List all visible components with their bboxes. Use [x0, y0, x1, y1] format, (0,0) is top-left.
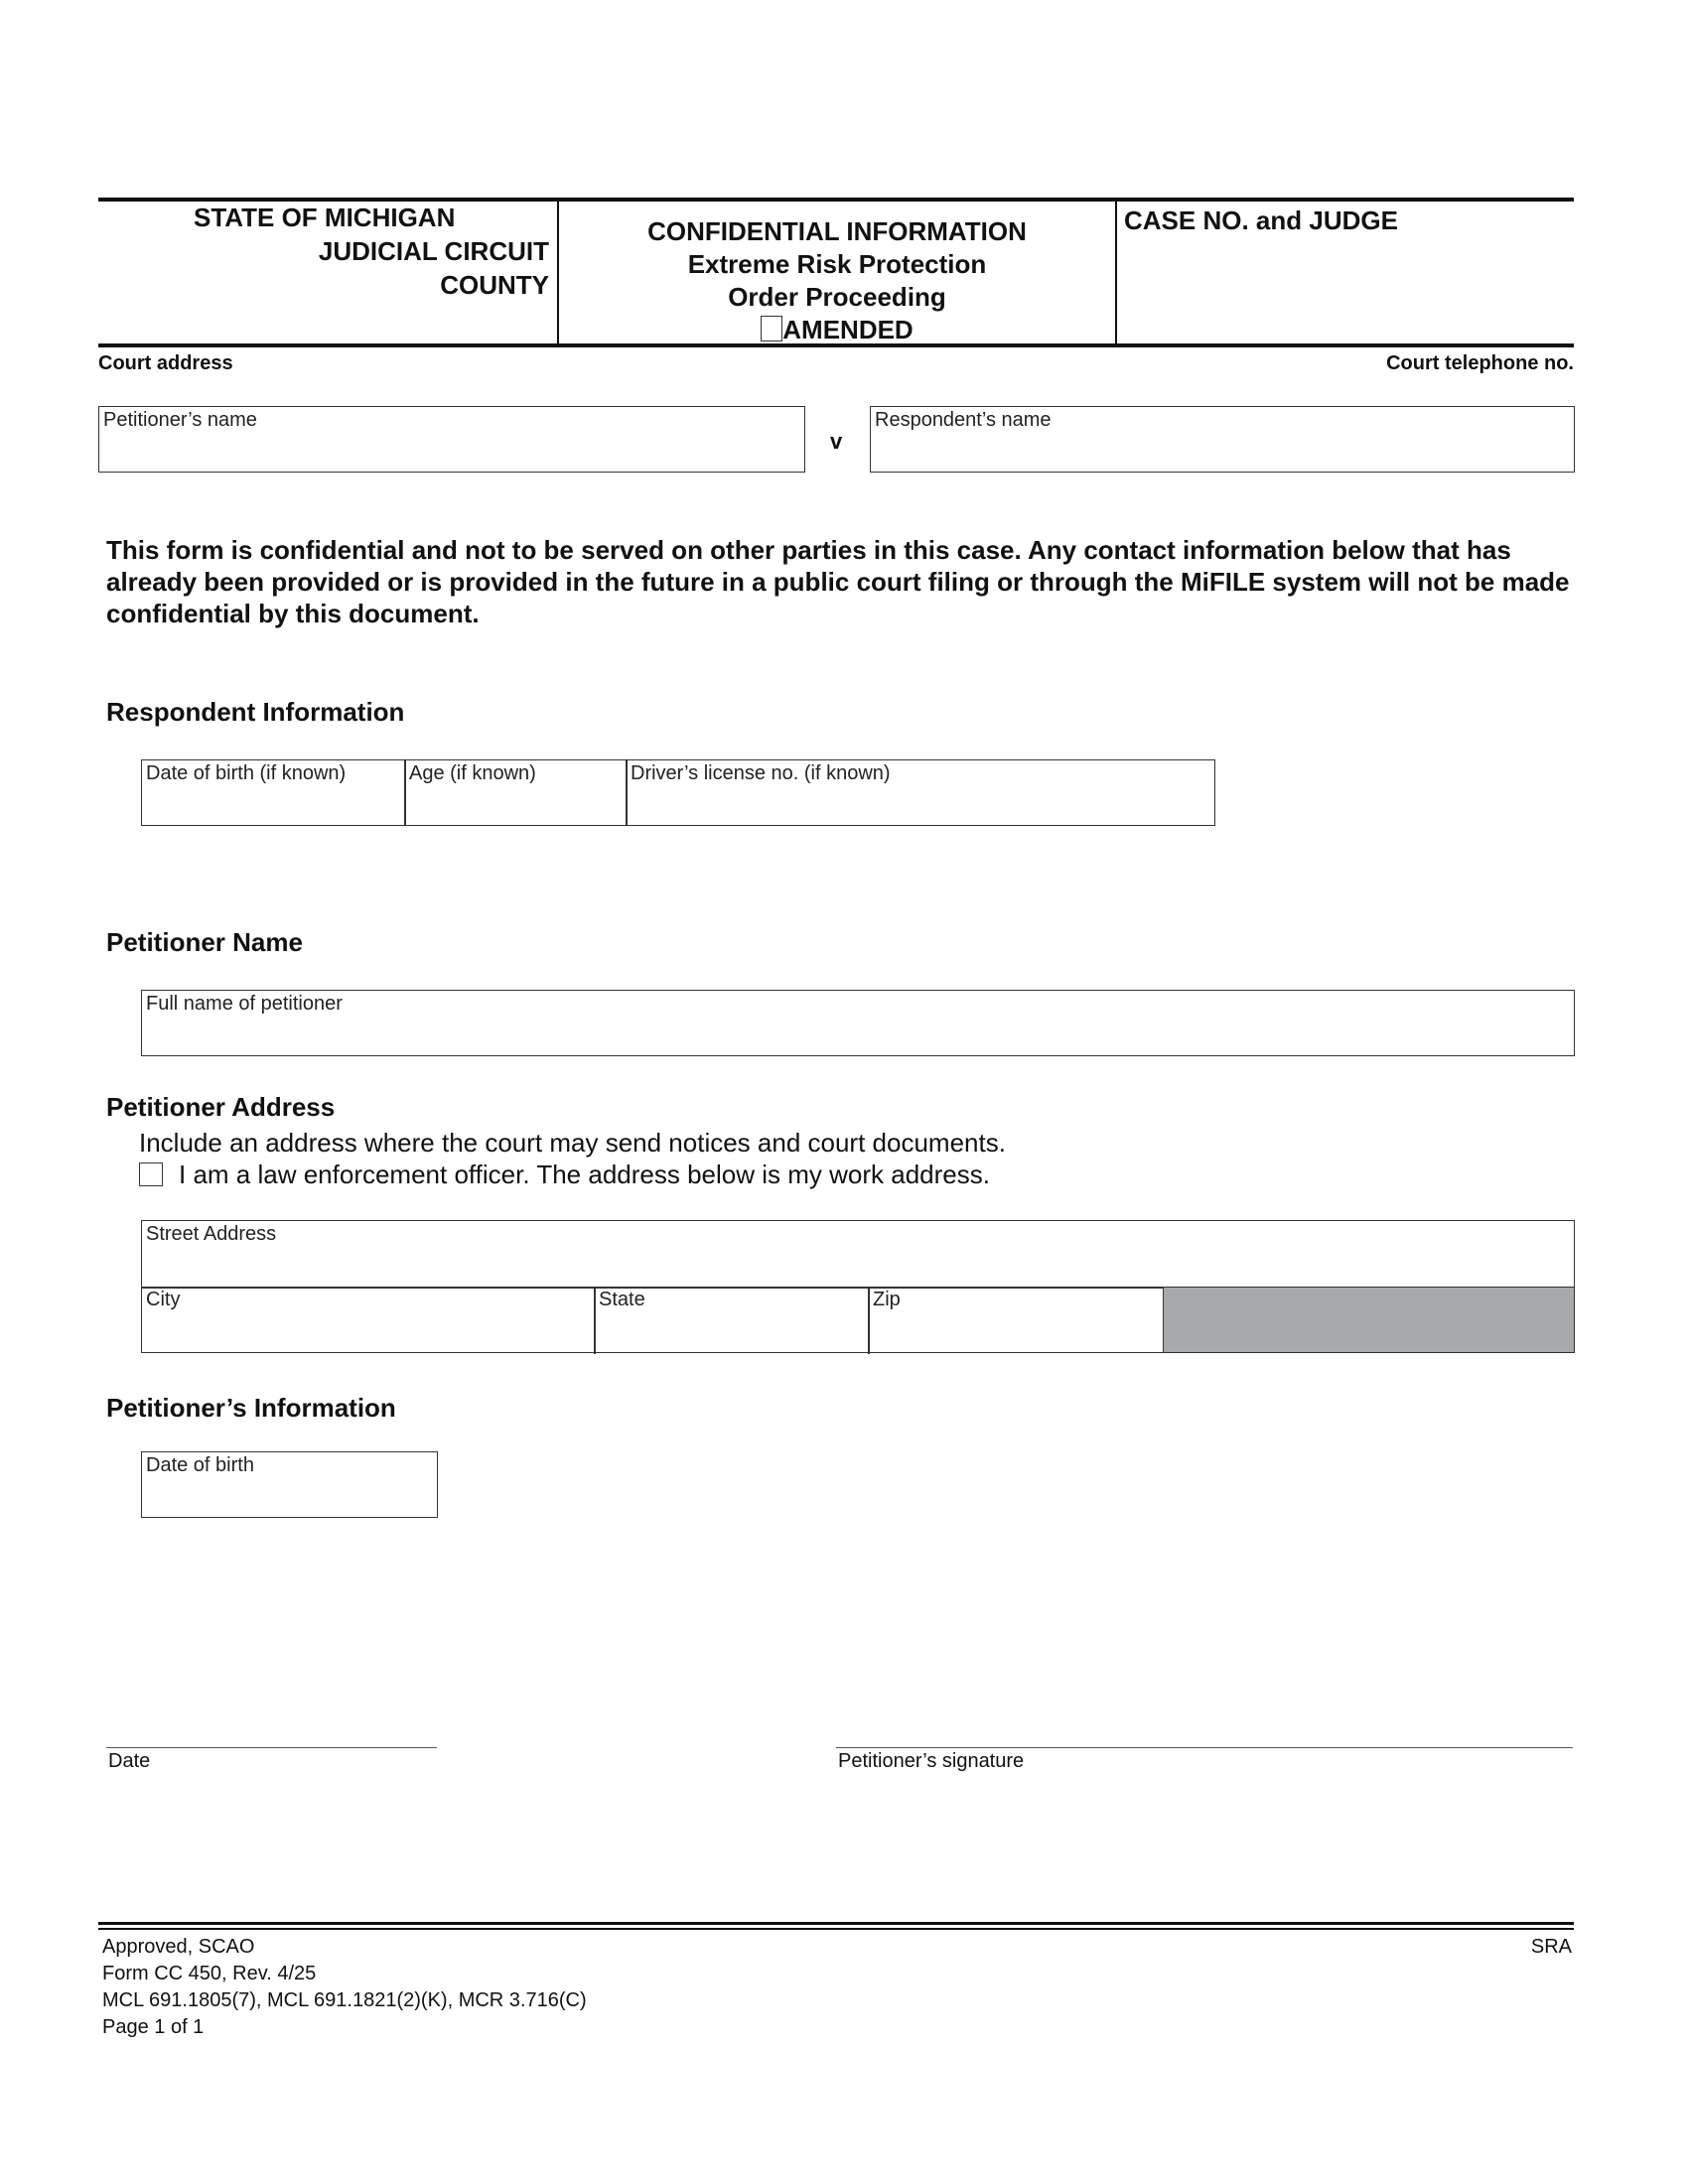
age-field-label[interactable]: Age (if known): [409, 762, 536, 784]
officer-checkbox-row[interactable]: [139, 1160, 990, 1190]
footer-info: [102, 1934, 587, 2041]
cell-divider: [594, 1287, 596, 1354]
license-field-label[interactable]: Driver’s license no. (if known): [631, 762, 891, 784]
cell-divider: [404, 760, 406, 825]
zip-field-label[interactable]: Zip: [873, 1289, 901, 1310]
footer-rule: [98, 1928, 1574, 1930]
footer-line: Approved, SCAO: [102, 1936, 255, 1958]
respondent-info-table: [141, 759, 1215, 826]
petitioner-address-heading: Petitioner Address: [106, 1092, 336, 1122]
versus-label: v: [830, 429, 843, 454]
title-line: CONFIDENTIAL INFORMATION: [647, 216, 1027, 246]
footer-line: MCL 691.1805(7), MCL 691.1821(2)(K), MCR 3.716(C): [102, 1989, 587, 2011]
street-field-label[interactable]: Street Address: [146, 1223, 277, 1245]
shaded-cell: [1163, 1288, 1574, 1352]
officer-checkbox[interactable]: [139, 1162, 163, 1186]
title-line: Order Proceeding: [728, 282, 946, 312]
petitioner-name-heading: Petitioner Name: [106, 927, 303, 957]
title-line: Extreme Risk Protection: [687, 249, 987, 279]
field-label: Full name of petitioner: [146, 993, 343, 1015]
petitioner-info-heading: Petitioner’s Information: [106, 1393, 396, 1423]
petitioner-name-field[interactable]: [98, 406, 805, 473]
state-field-label[interactable]: State: [599, 1289, 645, 1310]
field-label: Respondent’s name: [875, 409, 1052, 431]
officer-checkbox-label: I am a law enforcement officer. The address below is my work address.: [179, 1160, 990, 1189]
footer-code: SRA: [1530, 1936, 1572, 1958]
field-label: Date of birth: [146, 1454, 254, 1476]
form-title: [559, 215, 1115, 346]
respondent-info-heading: Respondent Information: [106, 697, 405, 727]
state-label: STATE OF MICHIGAN: [194, 203, 456, 232]
court-address-label: Court address: [98, 352, 233, 374]
footer-rule: [98, 1922, 1574, 1925]
field-label: Petitioner’s name: [103, 409, 257, 431]
header-divider: [1115, 202, 1117, 343]
cell-divider: [626, 760, 628, 825]
confidentiality-notice: This form is confidential and not to be served on other parties in this case. Any contact information below that has already been provided or is provided in the future in a public court filing or through the MiFILE system will not be made confidential by this document.: [106, 535, 1570, 628]
address-table: [141, 1220, 1575, 1353]
amended-checkbox[interactable]: [761, 316, 782, 341]
cell-divider: [868, 1287, 870, 1354]
signature-line: [836, 1747, 1573, 1748]
header-top-rule: [98, 198, 1574, 202]
city-field-label[interactable]: City: [146, 1289, 181, 1310]
respondent-name-field[interactable]: [870, 406, 1575, 473]
amended-label: AMENDED: [782, 315, 914, 344]
date-line: [106, 1747, 437, 1748]
circuit-label: JUDICIAL CIRCUIT: [318, 236, 549, 266]
dob-field-label[interactable]: Date of birth (if known): [146, 762, 347, 784]
petitioner-full-name-field[interactable]: [141, 990, 1575, 1056]
county-label: COUNTY: [440, 270, 549, 300]
footer-line: Page 1 of 1: [102, 2016, 205, 2038]
date-label: Date: [108, 1750, 151, 1772]
petitioner-dob-field[interactable]: [141, 1451, 438, 1518]
court-phone-label: Court telephone no.: [1386, 352, 1574, 374]
signature-label: Petitioner’s signature: [838, 1750, 1025, 1772]
case-no-label: CASE NO. and JUDGE: [1124, 205, 1398, 235]
footer-line: Form CC 450, Rev. 4/25: [102, 1963, 317, 1984]
address-instruction: Include an address where the court may send notices and court documents.: [139, 1128, 1006, 1158]
